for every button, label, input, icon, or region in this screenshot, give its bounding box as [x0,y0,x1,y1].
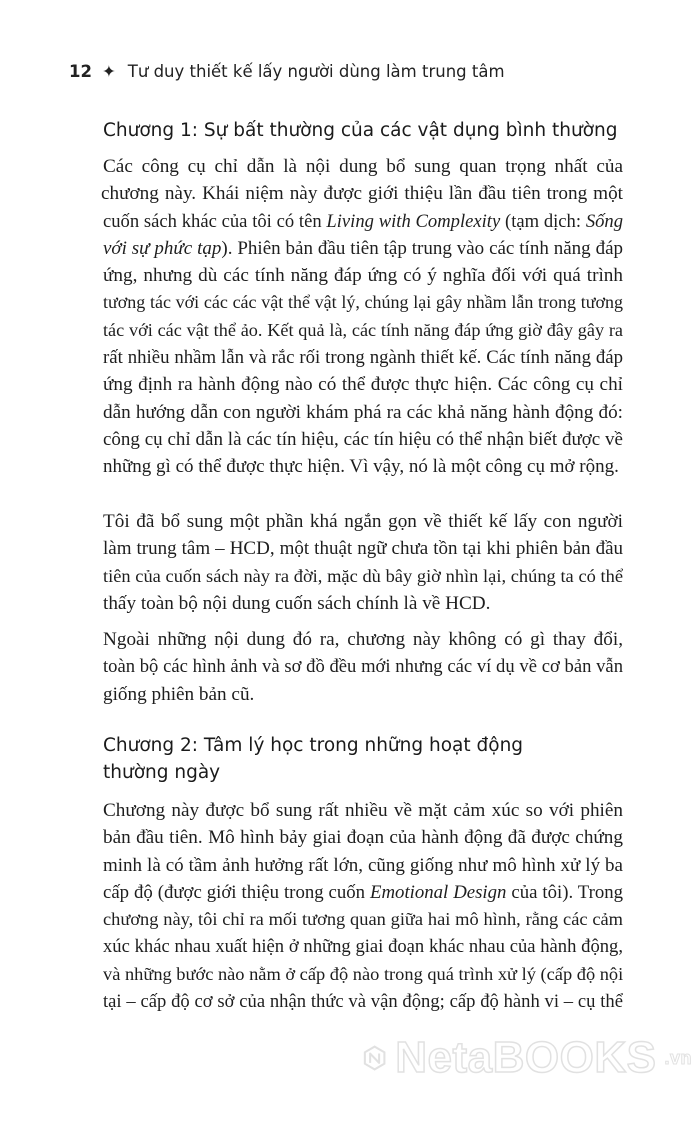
text-line: rất nhiều nhầm lẫn và rắc rối trong ngành thiết kế. Các tính năng đáp [103,347,623,369]
netabooks-logo-icon [362,1027,387,1089]
text-line: xúc khác nhau xuất hiện ở những giai đoạn khác nhau của hành động, [103,936,623,958]
section1-heading: Chương 1: Sự bất thường của các vật dụng bình thường [103,120,618,141]
text-line: cấp độ (được giới thiệu trong cuốn Emotional Design của tôi). Trong [103,881,623,903]
text-line: cuốn sách khác của tôi có tên Living with Complexity (tạm dịch: Sống [103,210,623,232]
section2-heading-line1: Chương 2: Tâm lý học trong những hoạt động [103,735,524,756]
text-line: ứng định ra hành động nào có thể được thực hiện. Các công cụ chỉ [103,374,623,396]
section1-paragraph2 [103,508,623,617]
text-line: và những bước nào nằm ở cấp độ nào trong quá trình xử lý (cấp độ nội [103,963,624,984]
separator-star: ✦ [101,62,116,81]
text-line: Các công cụ chỉ dẫn là nội dung bổ sung quan trọng nhất của [103,156,623,177]
watermark-brand: NetaBOOKS [395,1033,657,1082]
text-line: minh là có tầm ảnh hưởng rất lớn, cũng giống như mô hình xử lý ba [103,854,623,876]
section1-paragraph3 [103,626,623,708]
text-line: với sự phức tạp). Phiên bản đầu tiên tập trung vào các tính năng đáp [103,237,623,259]
text-line: giống phiên bản cũ. [103,683,255,705]
text-line: Chương này được bổ sung rất nhiều về mặt cảm xúc so với phiên [103,800,623,821]
section2-heading-line2: thường ngày [103,762,221,783]
italic-title: Living with Complexity [326,210,501,232]
text-line: tiên của cuốn sách này ra đời, mặc dù bây giờ nhìn lại, chúng ta có thể [103,565,623,586]
text-line: bản đầu tiên. Mô hình bảy giai đoạn của hành động đã được chứng [103,827,623,849]
italic-title: Emotional Design [370,881,507,903]
text-line: Ngoài những nội dung đó ra, chương này không có gì thay đổi, [103,629,623,650]
text-line: Tôi đã bổ sung một phần khá ngắn gọn về thiết kế lấy con người [103,511,623,532]
text-line: toàn bộ các hình ảnh và sơ đồ đều mới nhưng các ví dụ về cơ bản vẫn [103,656,623,678]
section2-paragraph1 [103,797,623,1015]
text-line: tương tác với các các vật thể vật lý, chúng lại gây nhầm lẫn trong tương [103,292,623,313]
text-line: tác với các vật thể ảo. Kết quả là, các tính năng đáp ứng giờ đây gây ra [103,319,623,340]
section2-heading [103,732,523,786]
text-line: những gì có thể được thực hiện. Vì vậy, nó là một công cụ mở rộng. [103,456,619,478]
running-title: Tư duy thiết kế lấy người dùng làm trung tâm [127,62,505,81]
section1-paragraph1 [103,153,623,481]
text-line: dẫn hướng dẫn con người khám phá ra các khả năng hành động đó: [103,401,623,423]
watermark-suffix: .vn [664,1047,692,1068]
text-line: làm trung tâm – HCD, một thuật ngữ chưa tồn tại khi phiên bản đầu [103,538,623,560]
text-line: tại – cấp độ cơ sở của nhận thức và vận động; cấp độ hành vi – cụ thể [103,991,623,1013]
text-line: thấy toàn bộ nội dung cuốn sách chính là về HCD. [103,592,491,614]
page-number: 12 [69,62,92,81]
publisher-watermark [362,1018,692,1098]
text-line: công cụ chỉ dẫn là các tín hiệu, các tín hiệu có thể nhận biết được về [103,428,623,450]
text-line: chương này. Khái niệm này được giới thiệu lần đầu tiên trong một [101,183,623,205]
text-line: ứng, nhưng dù các tính năng đáp ứng có ý nghĩa đối với quá trình [103,265,623,287]
text-line: chương này, tôi chỉ ra mối tương quan giữa hai mô hình, rằng các cảm [103,909,623,930]
running-header [69,62,505,81]
